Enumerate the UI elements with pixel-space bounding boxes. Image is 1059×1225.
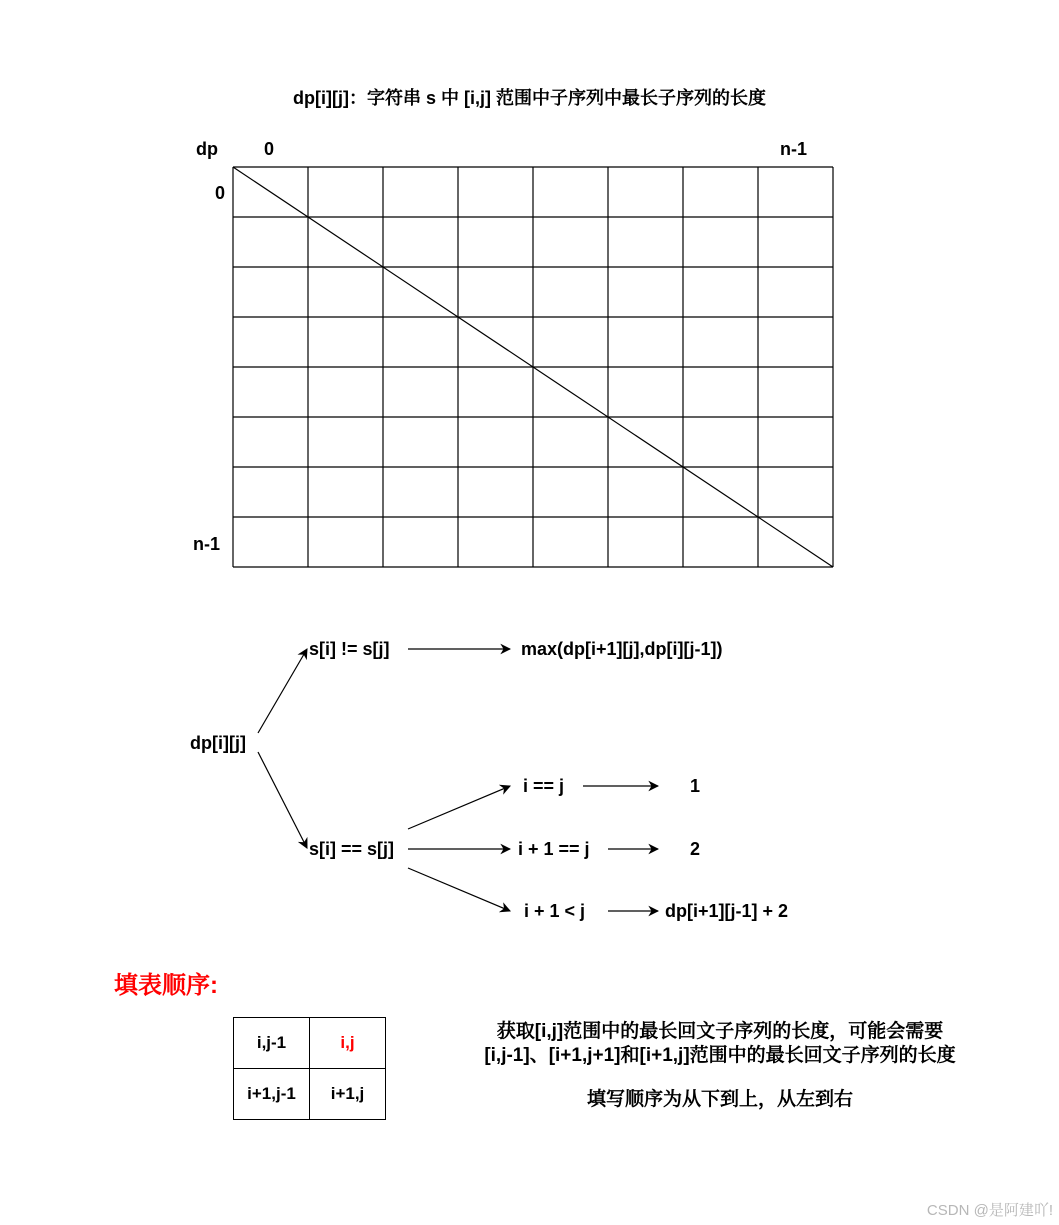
case-cond-1: i == j: [523, 776, 565, 796]
note-line-1: 获取[i,j]范围中的最长回文子序列的长度，可能会需要: [496, 1021, 944, 1042]
row-start-label: 0: [215, 183, 226, 203]
result-not-equal: max(dp[i+1][j],dp[i][j-1]): [521, 639, 723, 659]
col-end-label: n-1: [780, 139, 807, 159]
cell-ip1-j: i+1,j: [310, 1069, 386, 1120]
col-start-label: 0: [264, 139, 275, 159]
fill-order-table: [233, 1017, 386, 1120]
cell-i-jm1: i,j-1: [234, 1018, 310, 1069]
arrow-eq-to-case3: [408, 868, 510, 911]
diagram-title: dp[i][j]：字符串 s 中 [i,j] 范围中子序列中最长子序列的长度: [293, 88, 766, 108]
row-end-label: n-1: [193, 534, 220, 554]
table-corner-label: dp: [196, 139, 218, 159]
arrow-eq-to-case1: [408, 786, 510, 829]
branch-not-equal: s[i] != s[j]: [309, 639, 390, 659]
fill-order-heading: 填表顺序:: [114, 972, 218, 999]
arrow-root-to-ne: [258, 649, 307, 733]
arrow-root-to-eq: [258, 752, 307, 848]
watermark: CSDN @是阿建吖!: [926, 1202, 1053, 1219]
cell-i-j: i,j: [310, 1018, 386, 1069]
flow-root: dp[i][j]: [190, 733, 246, 753]
note-line-2: [i,j-1]、[i+1,j+1]和[i+1,j]范围中的最长回文子序列的长度: [484, 1045, 956, 1066]
case-result-3: dp[i+1][j-1] + 2: [665, 901, 789, 921]
case-result-2: 2: [690, 839, 701, 859]
case-cond-3: i + 1 < j: [524, 901, 586, 921]
branch-equal: s[i] == s[j]: [309, 839, 395, 859]
case-result-1: 1: [690, 776, 701, 796]
case-cond-2: i + 1 == j: [518, 839, 590, 859]
note-line-3: 填写顺序为从下到上，从左到右: [586, 1089, 853, 1110]
cell-ip1-jm1: i+1,j-1: [234, 1069, 310, 1120]
